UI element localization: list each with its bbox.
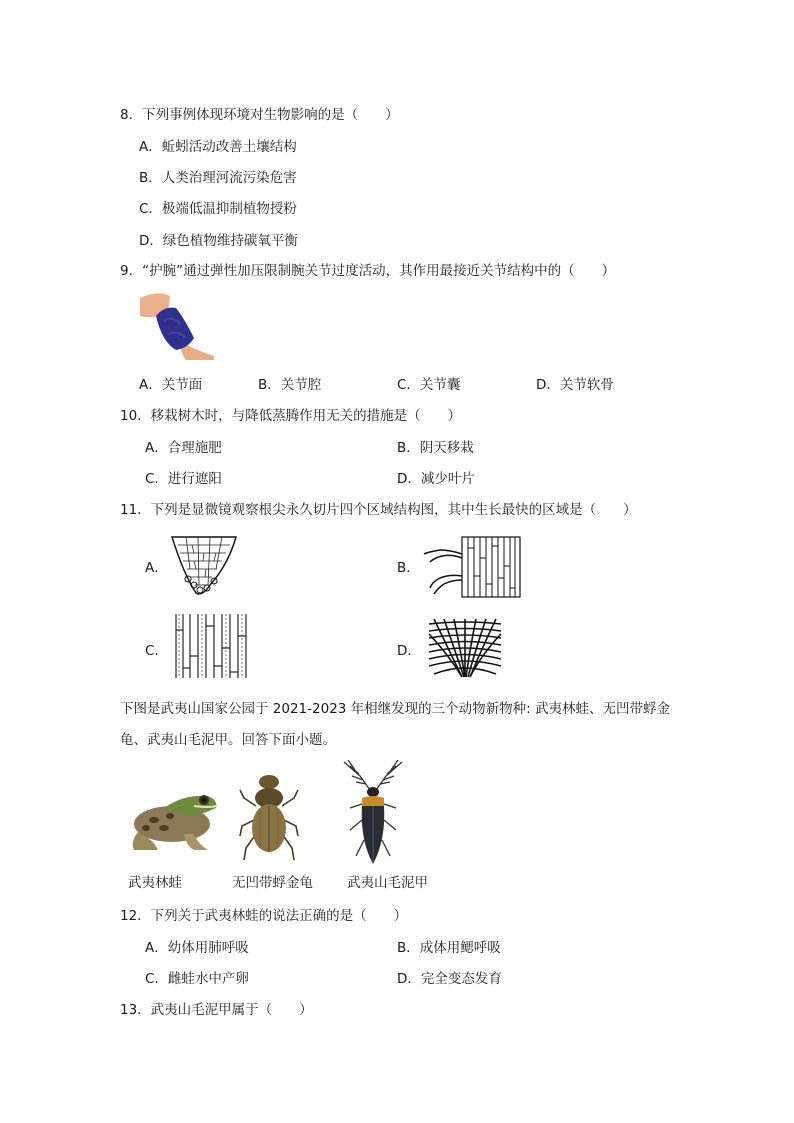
- q12-option-c: C．雌蛙水中产卵: [145, 971, 249, 987]
- q8-option-a: A．蚯蚓活动改善土壤结构: [139, 139, 297, 155]
- q12-option-d: D．完全变态发育: [397, 971, 502, 987]
- q8-option-b: B．人类治理河流污染危害: [139, 170, 297, 186]
- q10-option-a: A．合理施肥: [145, 440, 222, 456]
- q11-option-b: B．: [397, 560, 420, 576]
- q8-stem: 8．下列事例体现环境对生物影响的是（ ）: [120, 107, 399, 123]
- wrist-guard-image: [140, 290, 216, 360]
- scarab-beetle-image: [238, 770, 300, 862]
- q10-option-d: D．减少叶片: [397, 471, 475, 487]
- q10-option-b: B．阴天移栽: [397, 440, 474, 456]
- root-cap-diagram: [170, 535, 238, 597]
- q9-option-c: C．关节囊: [397, 377, 461, 393]
- animal-label-frog: 武夷林蛙: [128, 875, 182, 891]
- q11-option-a: A．: [145, 560, 168, 576]
- q11-option-d: D．: [397, 643, 421, 659]
- q11-stem: 11．下列是显微镜观察根尖永久切片四个区域结构图，其中生长最快的区域是（ ）: [120, 502, 637, 518]
- q9-stem: 9．“护腕”通过弹性加压限制腕关节过度活动，其作用最接近关节结构中的（ ）: [120, 263, 616, 279]
- q12-option-b: B．成体用鳃呼吸: [397, 940, 501, 956]
- q8-option-c: C．极端低温抑制植物授粉: [139, 201, 297, 217]
- animal-label-mud-beetle: 武夷山毛泥甲: [347, 875, 428, 891]
- q10-stem: 10．移栽树木时，与降低蒸腾作用无关的措施是（ ）: [120, 408, 462, 424]
- root-hair-zone-diagram: [422, 536, 522, 598]
- q12-stem: 12．下列关于武夷林蛙的说法正确的是（ ）: [120, 908, 408, 924]
- q13-stem: 13．武夷山毛泥甲属于（ ）: [120, 1002, 313, 1018]
- q10-option-c: C．进行遮阳: [145, 471, 222, 487]
- frog-image: [124, 782, 220, 854]
- q9-option-b: B．关节腔: [258, 377, 322, 393]
- q11-option-c: C．: [145, 643, 168, 659]
- mud-beetle-image: [338, 760, 408, 866]
- q8-option-d: D．绿色植物维持碳氧平衡: [139, 233, 298, 249]
- q12-option-a: A．幼体用肺呼吸: [145, 940, 249, 956]
- q9-option-a: A．关节面: [139, 377, 203, 393]
- q9-option-d: D．关节软骨: [536, 377, 614, 393]
- meristem-zone-diagram: [428, 618, 502, 678]
- passage-line-1: 下图是武夷山国家公园于 2021-2023 年相继发现的三个动物新物种: 武夷林蛙、无凹带蜉金: [120, 701, 671, 717]
- passage-line-2: 龟、武夷山毛泥甲。回答下面小题。: [120, 732, 336, 748]
- animal-label-scarab: 无凹带蜉金龟: [232, 875, 313, 891]
- elongation-zone-diagram: [172, 612, 252, 680]
